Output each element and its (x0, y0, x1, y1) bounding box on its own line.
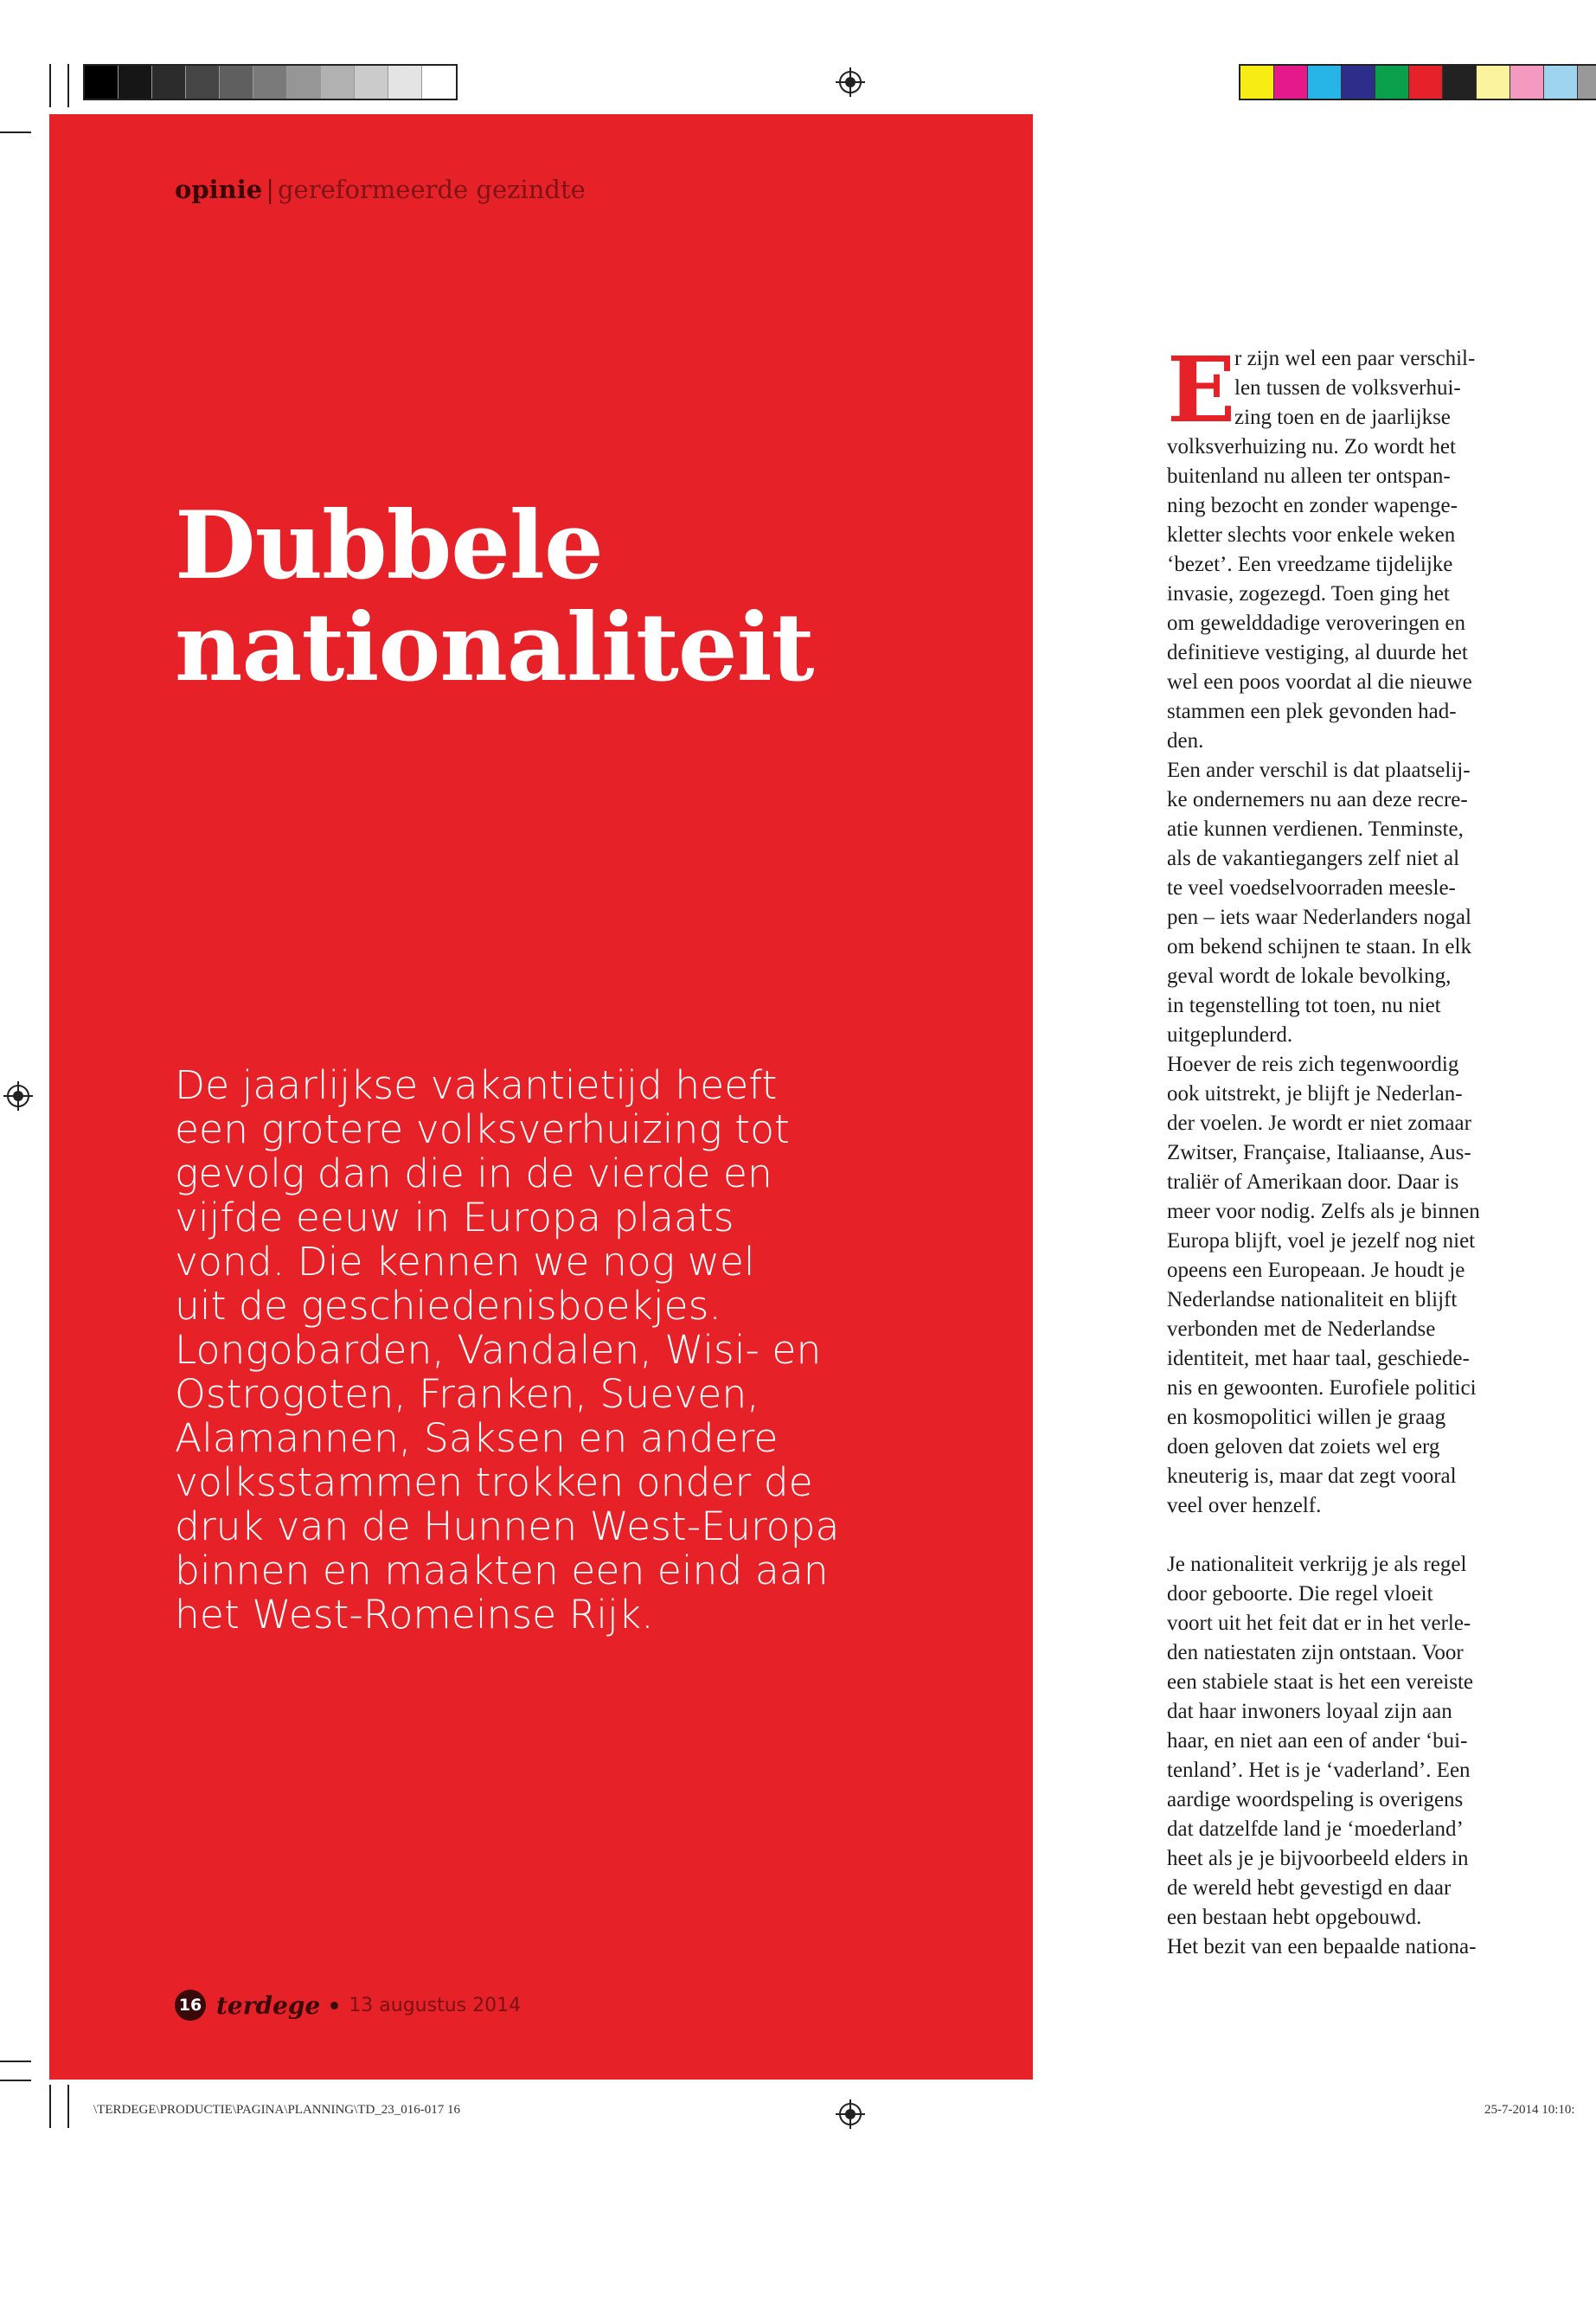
gray-calibration-bar (83, 64, 458, 100)
color-swatch (1342, 66, 1375, 99)
registration-mark-icon (836, 2099, 865, 2129)
color-swatch (1477, 66, 1510, 99)
color-swatch (1240, 66, 1274, 99)
color-calibration-bar (1239, 64, 1596, 100)
text-line: den natiestaten zijn ontstaan. Voor (1167, 1641, 1464, 1664)
text-line: kneuterig is, maar dat zegt vooral (1167, 1465, 1457, 1488)
text-line: doen geloven dat zoiets wel erg (1167, 1435, 1440, 1458)
kicker-separator: | (266, 175, 274, 204)
red-feature-panel (49, 114, 1033, 2080)
text-line: Een ander verschil is dat plaatselij- (1167, 759, 1471, 782)
bullet-dot (330, 2002, 338, 2009)
crop-mark (49, 2085, 51, 2128)
text-line: geval wordt de lokale bevolking, (1167, 965, 1452, 988)
registration-mark-icon (3, 1081, 33, 1111)
text-line: dat haar inwoners loyaal zijn aan (1167, 1700, 1452, 1723)
text-line: heet als je je bijvoorbeeld elders in (1167, 1847, 1469, 1870)
gray-swatch (186, 66, 220, 99)
article-intro (175, 1063, 936, 1637)
text-line: Europa blijft, voel je jezelf nog niet (1167, 1229, 1476, 1253)
page-number-badge: 16 (175, 1990, 206, 2021)
text-line: en kosmopolitici willen je graag (1167, 1406, 1446, 1429)
headline-line: Dubbele (175, 491, 603, 600)
section-label: opinie (175, 175, 263, 204)
text-line: len tussen de volksverhui- (1234, 376, 1461, 400)
text-line: volksverhuizing nu. Zo wordt het (1167, 435, 1456, 458)
crop-mark (49, 64, 51, 107)
intro-line: het West-Romeinse Rijk. (175, 1592, 654, 1638)
intro-line: binnen en maakten een eind aan (175, 1548, 829, 1593)
text-line: Zwitser, Française, Italiaanse, Aus- (1167, 1141, 1471, 1164)
text-line: de wereld hebt gevestigd en daar (1167, 1876, 1452, 1900)
crop-mark (67, 64, 69, 107)
text-line: om gewelddadige veroveringen en (1167, 612, 1466, 635)
text-line: te veel voedselvoorraden meesle- (1167, 876, 1456, 900)
text-line: buitenland nu alleen ter ontspan- (1167, 465, 1451, 488)
intro-line: volksstammen trokken onder de (175, 1459, 813, 1505)
gray-swatch (85, 66, 119, 99)
intro-line: uit de geschiedenisboekjes. (175, 1283, 721, 1329)
text-line: dat datzelfde land je ‘moederland’ (1167, 1817, 1464, 1841)
print-timestamp: 25-7-2014 10:10: (1484, 2103, 1575, 2117)
color-swatch (1308, 66, 1342, 99)
text-line: wel een poos voordat al die nieuwe (1167, 670, 1472, 694)
gray-swatch (287, 66, 321, 99)
text-line: ‘bezet’. Een vreedzame tijdelijke (1167, 553, 1453, 576)
paragraph (1167, 1050, 1530, 1521)
paragraph-break (1167, 1521, 1530, 1550)
intro-line: Longobarden, Vandalen, Wisi- en (175, 1327, 822, 1373)
text-line: meer voor nodig. Zelfs als je binnen (1167, 1200, 1480, 1223)
intro-line: Ostrogoten, Franken, Sueven, (175, 1371, 760, 1417)
text-line: stammen een plek gevonden had- (1167, 700, 1457, 723)
color-swatch (1443, 66, 1477, 99)
color-swatch (1544, 66, 1578, 99)
color-swatch (1510, 66, 1544, 99)
text-line: haar, en niet aan een of ander ‘bui- (1167, 1729, 1468, 1753)
crop-mark (0, 131, 31, 133)
text-line: tenland’. Het is je ‘vaderland’. Een (1167, 1759, 1471, 1782)
text-line: Je nationaliteit verkrijg je als regel (1167, 1553, 1467, 1576)
text-line: in tegenstelling tot toen, nu niet (1167, 994, 1441, 1017)
gray-swatch (388, 66, 422, 99)
headline-line: nationaliteit (175, 593, 814, 702)
column-label: gereformeerde gezindte (277, 175, 586, 204)
crop-mark (0, 2080, 31, 2081)
color-swatch (1375, 66, 1409, 99)
intro-line: gevolg dan die in de vierde en (175, 1150, 772, 1196)
drop-cap: E (1167, 336, 1236, 443)
text-line: verbonden met de Nederlandse (1167, 1317, 1436, 1341)
text-line: Hoever de reis zich tegenwoordig (1167, 1053, 1459, 1076)
file-path-slug: \TERDEGE\PRODUCTIE\PAGINA\PLANNING\TD_23_016-017 16 (93, 2103, 461, 2117)
text-line: aardige woordspeling is overigens (1167, 1788, 1464, 1811)
section-kicker (175, 175, 586, 204)
gray-swatch (422, 66, 456, 99)
paragraph (1167, 756, 1530, 1050)
gray-swatch (355, 66, 388, 99)
page-footer (175, 1990, 521, 2021)
color-swatch (1578, 66, 1596, 99)
registration-mark-icon (836, 67, 865, 97)
text-line: r zijn wel een paar verschil- (1234, 347, 1476, 370)
text-line: der voelen. Je wordt er niet zomaar (1167, 1112, 1471, 1135)
text-line: uitgeplunderd. (1167, 1023, 1293, 1047)
text-line: door geboorte. Die regel vloeit (1167, 1582, 1433, 1606)
paragraph (1167, 1550, 1530, 1932)
issue-date: 13 augustus 2014 (349, 1994, 522, 2016)
text-line: opeens een Europeaan. Je houdt je (1167, 1259, 1465, 1282)
text-line: zing toen en de jaarlijkse (1234, 406, 1451, 429)
paragraph (1167, 1932, 1530, 1962)
text-line: nis en gewoonten. Eurofiele politici (1167, 1376, 1477, 1400)
intro-line: vond. Die kennen we nog wel (175, 1239, 755, 1285)
gray-swatch (220, 66, 253, 99)
text-line: veel over henzelf. (1167, 1494, 1322, 1517)
text-line: definitieve vestiging, al duurde het (1167, 641, 1468, 664)
text-line: als de vakantiegangers zelf niet al (1167, 847, 1460, 870)
color-swatch (1274, 66, 1308, 99)
intro-line: Alamannen, Saksen en andere (175, 1415, 779, 1461)
text-line: ke ondernemers nu aan deze recre- (1167, 788, 1468, 811)
text-line: om bekend schijnen te staan. In elk (1167, 935, 1471, 958)
text-line: pen – iets waar Nederlanders nogal (1167, 906, 1471, 929)
intro-line: druk van de Hunnen West-Europa (175, 1503, 840, 1549)
text-line: een bestaan hebt opgebouwd. (1167, 1906, 1422, 1929)
crop-mark (0, 2061, 31, 2062)
intro-line: De jaarlijkse vakantietijd heeft (175, 1062, 778, 1108)
text-line: invasie, zogezegd. Toen ging het (1167, 582, 1450, 606)
gray-swatch (253, 66, 287, 99)
text-line: ook uitstrekt, je blijft je Nederlan- (1167, 1082, 1463, 1106)
gray-swatch (321, 66, 355, 99)
text-line: een stabiele staat is het een vereiste (1167, 1670, 1474, 1694)
text-line: atie kunnen verdienen. Tenminste, (1167, 817, 1464, 841)
article-body (1167, 336, 1530, 1962)
intro-line: vijfde eeuw in Europa plaats (175, 1195, 734, 1240)
article-headline (175, 491, 814, 702)
text-line: ning bezocht en zonder wapenge- (1167, 494, 1458, 517)
gray-swatch (152, 66, 186, 99)
color-swatch (1409, 66, 1443, 99)
crop-mark (67, 2085, 69, 2128)
text-line: traliër of Amerikaan door. Daar is (1167, 1170, 1459, 1194)
text-line: identiteit, met haar taal, geschiede- (1167, 1347, 1470, 1370)
text-line: Het bezit van een bepaalde nationa- (1167, 1935, 1477, 1958)
text-line: voort uit het feit dat er in het verle- (1167, 1612, 1471, 1635)
magazine-logo: terdege (216, 1990, 321, 2020)
text-line: kletter slechts voor enkele weken (1167, 523, 1456, 547)
gray-swatch (119, 66, 152, 99)
text-line: den. (1167, 729, 1204, 753)
text-line: Nederlandse nationaliteit en blijft (1167, 1288, 1458, 1311)
intro-line: een grotere volksverhuizing tot (175, 1106, 790, 1152)
